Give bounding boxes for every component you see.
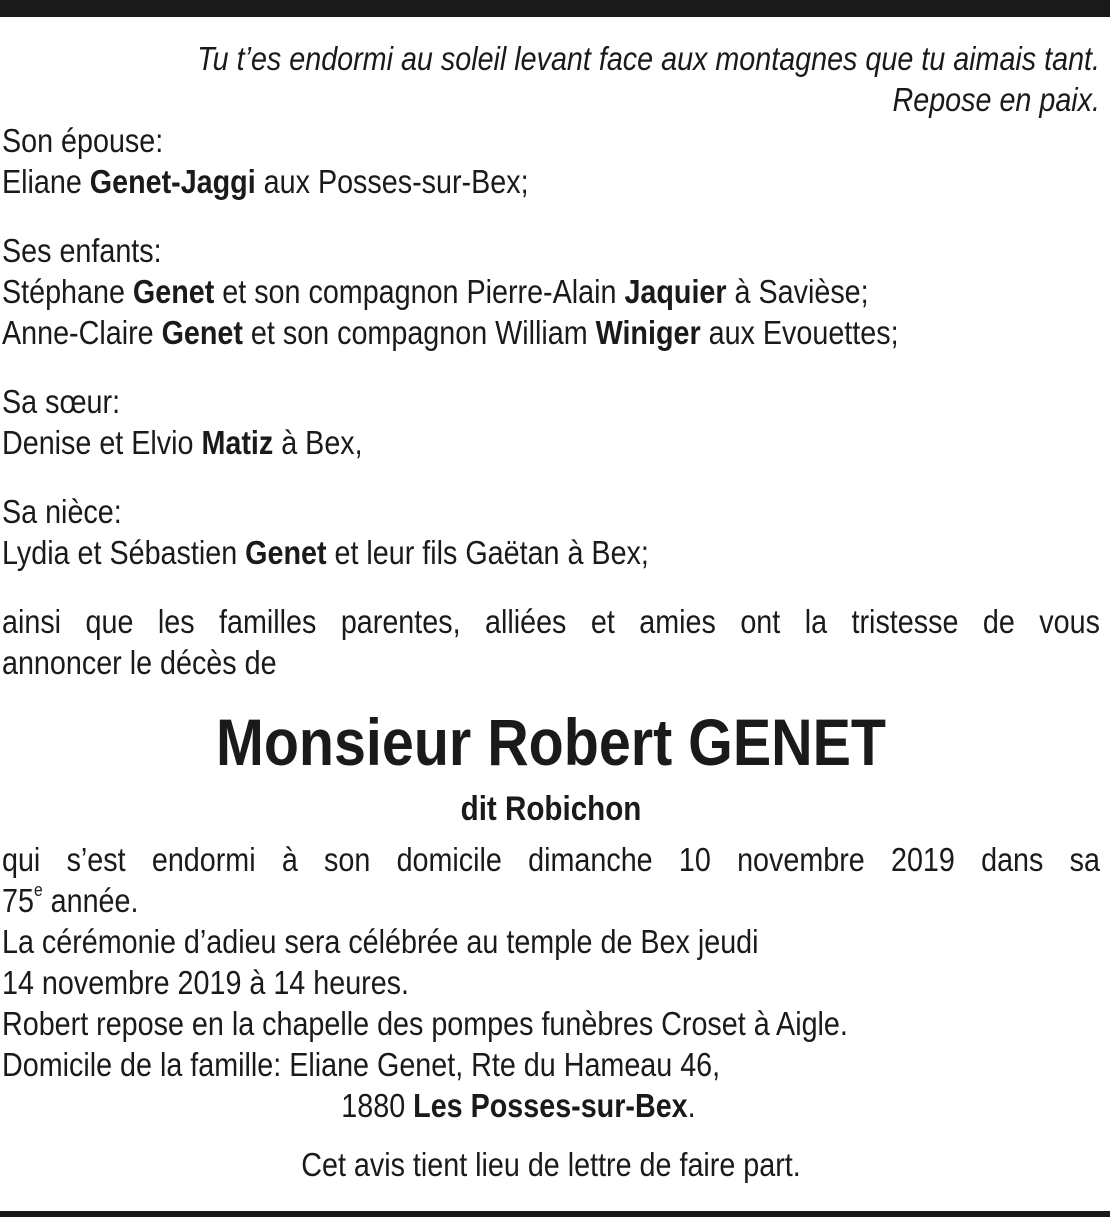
- child1-surname: Genet: [132, 273, 215, 310]
- child-line-2: [2, 312, 1100, 353]
- spouse-line: [2, 161, 1100, 202]
- child2-surname: Genet: [161, 314, 243, 351]
- closing-line: Cet avis tient lieu de lettre de faire part.: [301, 1146, 801, 1183]
- child2-partner-surname: Winiger: [595, 314, 701, 351]
- niece-heading: Sa nièce:: [2, 493, 122, 530]
- sister-first: Denise et Elvio: [2, 424, 194, 461]
- niece-first: Lydia et Sébastien: [2, 534, 238, 571]
- child1-place: à Savièse;: [734, 273, 869, 310]
- child1-partner-surname: Jaquier: [624, 273, 727, 310]
- spouse-surname: Genet-Jaggi: [89, 163, 256, 200]
- ceremony-line-2: 14 novembre 2019 à 14 heures.: [2, 964, 410, 1001]
- bottom-rule: [0, 1211, 1110, 1217]
- age-superscript: e: [33, 880, 43, 900]
- child-line-1: [2, 271, 1100, 312]
- niece-surname: Genet: [245, 534, 327, 571]
- age-number: 75: [2, 882, 34, 919]
- death-line-1: qui s’est endormi à son domicile dimanche 10 novembre 2019 dans sa: [2, 841, 1100, 878]
- epigraph-line-2: Repose en paix.: [892, 81, 1100, 118]
- age-line: [2, 880, 1100, 921]
- obituary-notice: [2, 38, 1100, 1185]
- spouse-first: Eliane: [2, 163, 82, 200]
- sister-line: [2, 422, 1100, 463]
- top-rule: [0, 0, 1110, 17]
- sister-place: à Bex,: [281, 424, 363, 461]
- niece-place: et leur fils Gaëtan à Bex;: [334, 534, 649, 571]
- spouse-heading: Son épouse:: [2, 122, 164, 159]
- epigraph-line-1: Tu t’es endormi au soleil levant face aux montagnes que tu aimais tant.: [197, 40, 1101, 77]
- sister-surname: Matiz: [201, 424, 274, 461]
- ceremony-line-1: La cérémonie d’adieu sera célébrée au temple de Bex jeudi: [2, 923, 759, 960]
- child2-middle: et son compagnon William: [250, 314, 588, 351]
- domicile-line: Domicile de la famille: Eliane Genet, Rte du Hameau 46,: [2, 1046, 721, 1083]
- deceased-alias: dit Robichon: [460, 790, 642, 828]
- child2-place: aux Evouettes;: [708, 314, 899, 351]
- niece-line: [2, 532, 1100, 573]
- sister-heading: Sa sœur:: [2, 383, 121, 420]
- town: Les Posses-sur-Bex: [413, 1087, 688, 1124]
- age-rest: année.: [42, 882, 139, 919]
- spouse-place: aux Posses-sur-Bex;: [263, 163, 529, 200]
- announcement-line-2: annoncer le décès de: [2, 644, 277, 681]
- child2-first: Anne-Claire: [2, 314, 154, 351]
- address-line: [2, 1085, 1110, 1126]
- rest-line: Robert repose en la chapelle des pompes funèbres Croset à Aigle.: [2, 1005, 848, 1042]
- child1-middle: et son compagnon Pierre-Alain: [222, 273, 617, 310]
- deceased-name: Monsieur Robert GENET: [216, 705, 886, 779]
- announcement-line-1: ainsi que les familles parentes, alliées et amies ont la tristesse de vous: [2, 603, 1100, 640]
- town-end: .: [687, 1087, 696, 1124]
- children-heading: Ses enfants:: [2, 232, 162, 269]
- postcode: 1880: [341, 1087, 406, 1124]
- child1-first: Stéphane: [2, 273, 125, 310]
